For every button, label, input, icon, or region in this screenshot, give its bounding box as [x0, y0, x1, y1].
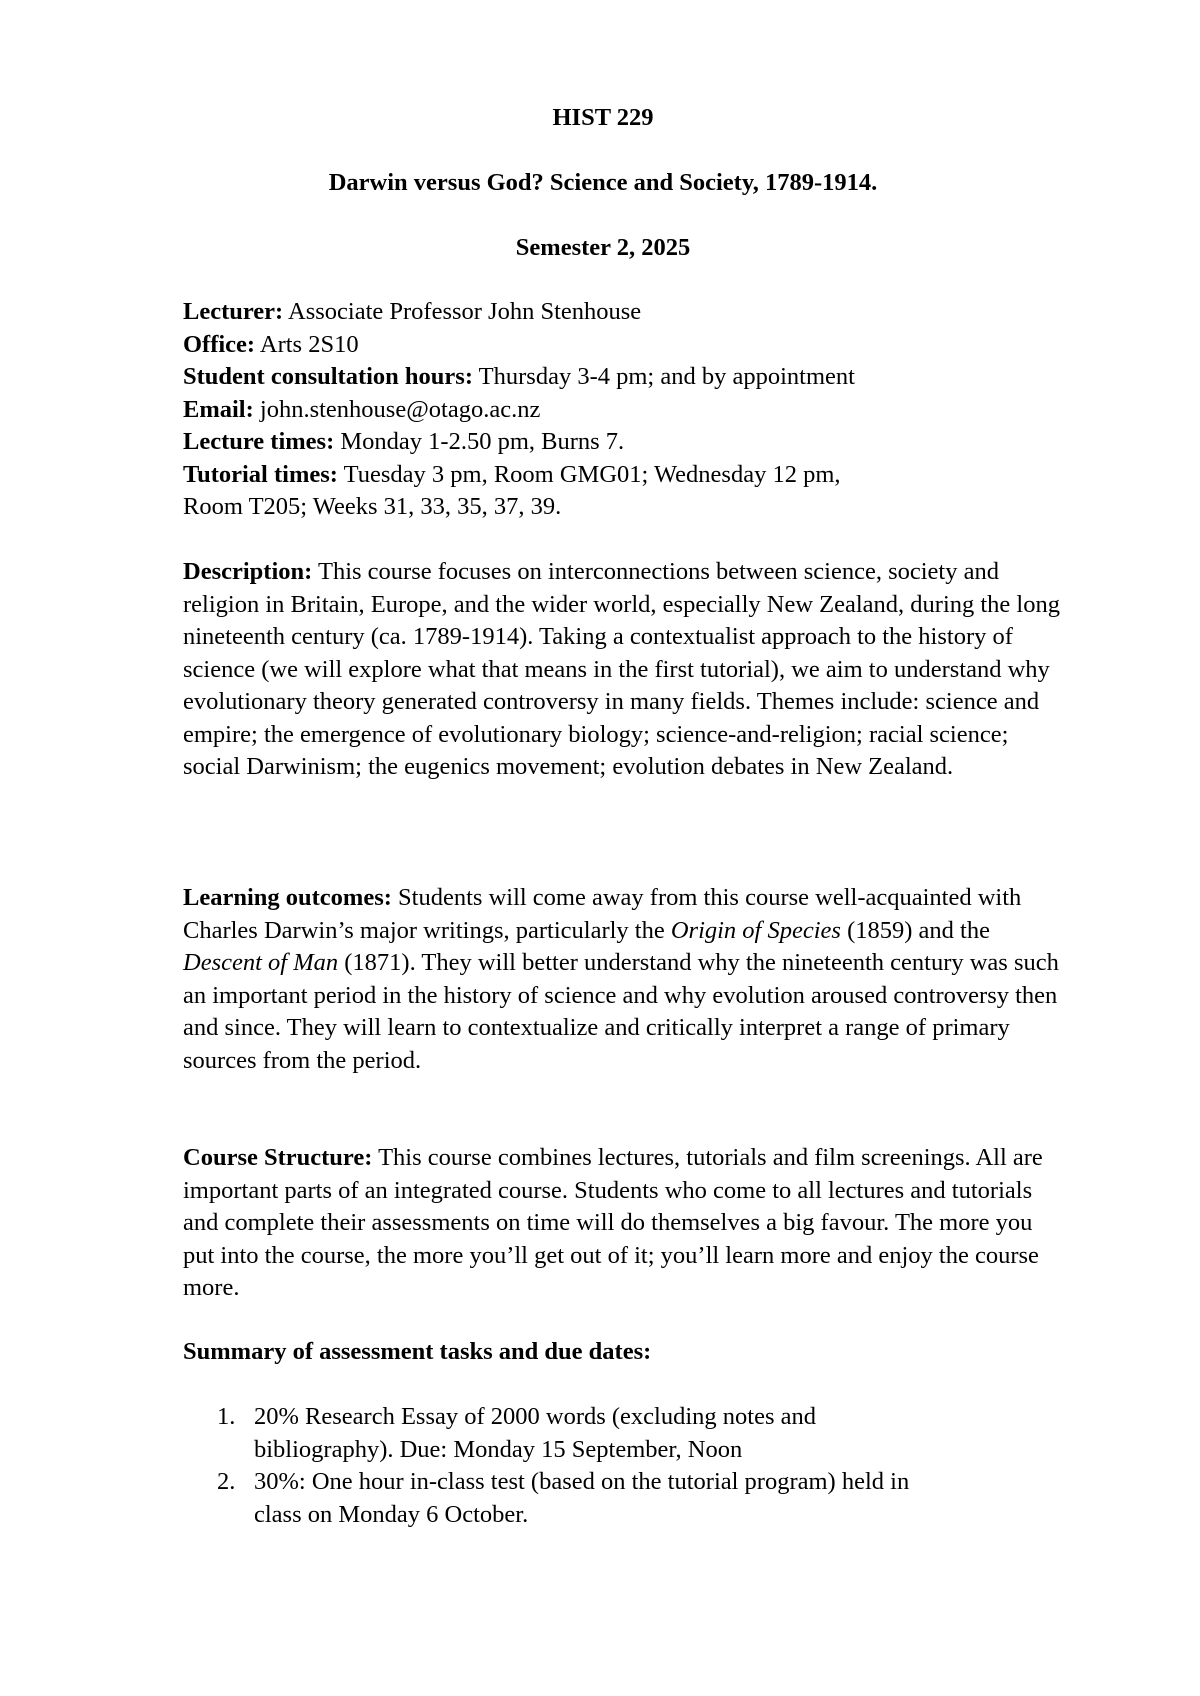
email-line — [183, 394, 1063, 427]
consultation-line — [183, 361, 1063, 394]
office-label: Office: — [183, 330, 256, 358]
office-value: Arts 2S10 — [259, 330, 359, 358]
list-item — [183, 1466, 1063, 1531]
list-item-text-line-1: 20% Research Essay of 2000 words (excluding notes and — [254, 1403, 817, 1430]
lecturer-value: Associate Professor John Stenhouse — [288, 298, 642, 325]
description-text: This course focuses on interconnections between science, society and religion in Britain, Europe, and the wider world, especially New Zealand, during the long nineteenth century (ca. 1789-1914). Taking a contextualist approach to the history of science (we will explore what that means in the first tutorial), we aim to understand why evolutionary theory generated controversy in many fields. Themes include: science and empire; the emergence of evolutionary biology; science-and-religion; racial science; social Darwinism; the eugenics movement; evolution debates in New Zealand. — [183, 558, 1060, 780]
learning-outcomes-label: Learning outcomes: — [183, 884, 392, 911]
course-code: HIST 229 — [552, 104, 654, 131]
description-paragraph — [183, 556, 1063, 784]
consultation-value: Thursday 3-4 pm; and by appointment — [478, 363, 855, 390]
list-item-number: 1. — [217, 1403, 236, 1430]
office-line — [183, 329, 1063, 362]
list-item — [183, 1401, 1063, 1466]
assessment-list — [183, 1401, 1063, 1531]
course-structure-text: This course combines lectures, tutorials and film screenings. All are important parts of an integrated course. Students who come to all lectures and tutorials and complete their assessments on time will do themselves a big favour. The more you put into the course, the more you’ll get out of it; you’ll learn more and enjoy the course more. — [183, 1144, 1043, 1301]
semester: Semester 2, 2025 — [515, 234, 691, 261]
tutorial-times-line — [183, 459, 1063, 492]
learning-outcomes-text-1: Students will come away from this course well-acquainted with Charles Darwin’s major writings, particularly the — [183, 884, 1022, 944]
list-item-text-line-1: 30%: One hour in-class test (based on the tutorial program) held in — [254, 1468, 910, 1495]
lecturer-label: Lecturer: — [183, 298, 284, 325]
list-item-text-line-2: class on Monday 6 October. — [254, 1500, 529, 1528]
learning-outcomes-paragraph — [183, 882, 1063, 1077]
tutorial-times-continuation: Room T205; Weeks 31, 33, 35, 37, 39. — [183, 493, 562, 520]
lecture-times-line — [183, 426, 1063, 459]
lecturer-line — [183, 296, 1063, 329]
tutorial-times-value-1: Tuesday 3 pm, Room GMG01; Wednesday 12 pm, — [343, 460, 841, 488]
book-title-origin: Origin of Species — [670, 916, 841, 944]
document-page — [183, 0, 1063, 1696]
email-label: Email: — [183, 395, 254, 423]
course-structure-label: Course Structure: — [183, 1144, 373, 1171]
consultation-label: Student consultation hours: — [183, 363, 473, 390]
email-value: john.stenhouse@otago.ac.nz — [259, 395, 541, 423]
course-structure-paragraph — [183, 1142, 1063, 1305]
learning-outcomes-text-3: (1871). They will better understand why the nineteenth century was such an important period in the history of science and why evolution aroused controversy then and since. They will learn to contextualize and critically interpret a range of primary sources from the period. — [183, 949, 1059, 1074]
course-title: Darwin versus God? Science and Society, 1789-1914. — [328, 169, 878, 196]
course-details — [183, 296, 1063, 524]
list-item-text-line-2: bibliography). Due: Monday 15 September, Noon — [254, 1435, 743, 1463]
book-title-descent: Descent of Man — [183, 949, 339, 976]
learning-outcomes-text-2: (1859) and the — [847, 916, 990, 944]
description-label: Description: — [183, 558, 313, 585]
list-item-number: 2. — [217, 1468, 236, 1495]
lecture-times-label: Lecture times: — [183, 428, 335, 455]
lecture-times-value: Monday 1-2.50 pm, Burns 7. — [340, 428, 625, 455]
tutorial-times-label: Tutorial times: — [183, 460, 338, 488]
assessment-summary-heading: Summary of assessment tasks and due dates: — [183, 1338, 652, 1365]
